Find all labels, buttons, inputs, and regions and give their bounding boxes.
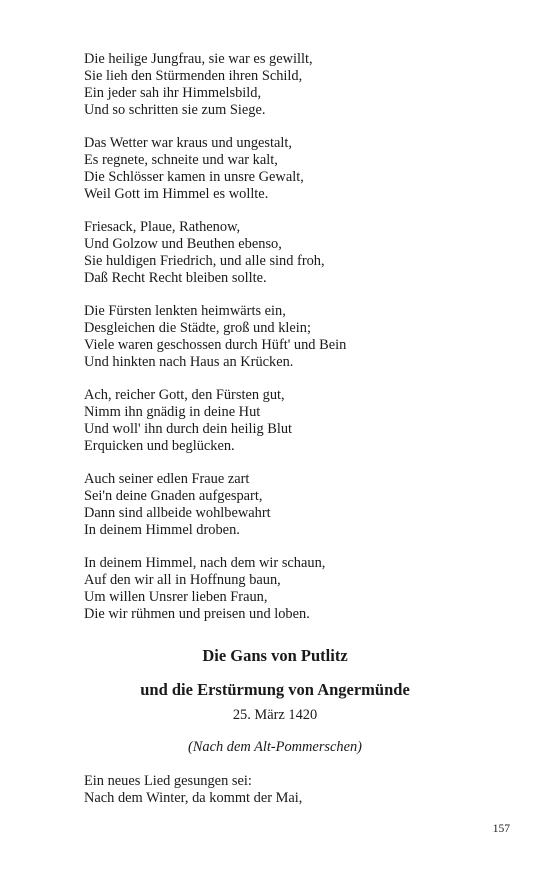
verse-line: Ein jeder sah ihr Himmelsbild,	[84, 85, 262, 101]
stanza-4	[84, 303, 346, 371]
verse-line: Die heilige Jungfrau, sie war es gewillt,	[84, 51, 313, 67]
stanza-1	[84, 51, 313, 119]
verse-line: In deinem Himmel droben.	[84, 522, 240, 538]
verse-line: Dann sind allbeide wohlbewahrt	[84, 505, 271, 521]
verse-line: Auf den wir all in Hoffnung baun,	[84, 572, 281, 588]
verse-line: Sie huldigen Friedrich, und alle sind froh,	[84, 253, 325, 269]
verse-line: Nimm ihn gnädig in deine Hut	[84, 404, 261, 420]
verse-line: Ach, reicher Gott, den Fürsten gut,	[84, 387, 285, 403]
verse-line: Daß Recht Recht bleiben sollte.	[84, 270, 267, 286]
verse-line: Die Schlösser kamen in unsre Gewalt,	[84, 169, 304, 185]
verse-line: Nach dem Winter, da kommt der Mai,	[84, 790, 303, 806]
verse-line: Auch seiner edlen Fraue zart	[84, 471, 250, 487]
verse-line: Und woll' ihn durch dein heilig Blut	[84, 421, 293, 437]
verse-line: Sei'n deine Gnaden aufgespart,	[84, 488, 263, 504]
poem-subtitle: (Nach dem Alt-Pommerschen)	[188, 739, 362, 755]
verse-line: Und hinkten nach Haus an Krücken.	[84, 354, 294, 370]
verse-line: Sie lieh den Stürmenden ihren Schild,	[84, 68, 303, 84]
verse-line: Und so schritten sie zum Siege.	[84, 102, 266, 118]
page-number: 157	[492, 823, 510, 835]
verse-line: Die wir rühmen und preisen und loben.	[84, 606, 310, 622]
poem-title-second-line: und die Erstürmung von Angermünde	[140, 680, 410, 699]
verse-line: Desgleichen die Städte, groß und klein;	[84, 320, 311, 336]
verse-line: In deinem Himmel, nach dem wir schaun,	[84, 555, 326, 571]
stanza-5	[84, 387, 292, 455]
verse-line: Die Fürsten lenkten heimwärts ein,	[84, 303, 286, 319]
verse-line: Und Golzow und Beuthen ebenso,	[84, 236, 282, 252]
verse-line: Das Wetter war kraus und ungestalt,	[84, 135, 292, 151]
verse-line: Es regnete, schneite und war kalt,	[84, 152, 278, 168]
opening-stanza	[84, 773, 302, 807]
poem-title: Die Gans von Putlitz	[202, 646, 348, 665]
verse-line: Erquicken und beglücken.	[84, 438, 235, 454]
stanza-6	[84, 471, 271, 539]
stanza-3	[84, 219, 325, 287]
verse-line: Weil Gott im Himmel es wollte.	[84, 186, 269, 202]
verse-line: Um willen Unsrer lieben Fraun,	[84, 589, 268, 605]
stanza-7	[84, 555, 325, 623]
verse-line: Ein neues Lied gesungen sei:	[84, 773, 252, 789]
poem-date: 25. März 1420	[232, 707, 318, 723]
stanza-2	[84, 135, 304, 203]
verse-line: Friesack, Plaue, Rathenow,	[84, 219, 241, 235]
verse-line: Viele waren geschossen durch Hüft' und Bein	[84, 337, 347, 353]
